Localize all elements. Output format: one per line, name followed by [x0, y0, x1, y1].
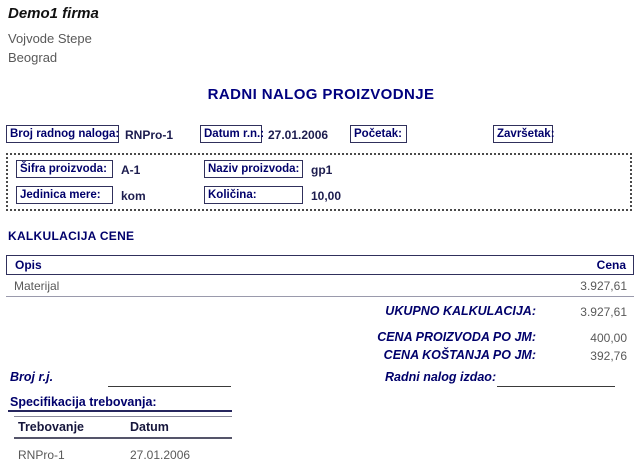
unit-of-measure-value: kom: [121, 189, 146, 203]
report-title: RADNI NALOG PROIZVODNJE: [207, 86, 435, 103]
requisition-table-top-rule: [14, 416, 232, 417]
requisition-number-cell: RNPro-1: [18, 448, 65, 462]
order-date-value: 27.01.2006: [268, 128, 329, 142]
quantity-label-box: Količina:: [204, 186, 303, 204]
product-code-value: A-1: [121, 163, 141, 177]
calculation-table-header: [6, 255, 634, 275]
total-calculation-label: UKUPNO KALKULACIJA:: [385, 304, 536, 318]
product-name-value: gp1: [311, 163, 333, 177]
row-description: Materijal: [14, 279, 60, 293]
requisition-spec-title: Specifikacija trebovanja:: [10, 395, 157, 409]
product-price-per-unit-value: 400,00: [590, 331, 627, 345]
order-number-label-box: Broj radnog naloga:: [6, 125, 119, 143]
product-price-per-unit-label: CENA PROIZVODA PO JM:: [377, 330, 536, 344]
requisition-table-header-rule: [14, 437, 232, 439]
quantity-value: 10,00: [311, 189, 342, 203]
column-header-price: Cena: [596, 258, 626, 272]
order-number-value: RNPro-1: [125, 128, 174, 142]
company-address: Vojvode Stepe: [8, 31, 92, 46]
requisition-date-cell: 27.01.2006: [130, 448, 191, 462]
start-label-box: Početak:: [350, 125, 407, 143]
order-date-label-box: Datum r.n.:: [200, 125, 262, 143]
issued-by-line: [497, 386, 615, 387]
cost-price-per-unit-value: 392,76: [590, 349, 627, 363]
unit-of-measure-label-box: Jedinica mere:: [16, 186, 113, 204]
table-row: [6, 277, 634, 297]
row-price: 3.927,61: [580, 279, 627, 293]
issued-by-label: Radni nalog izdao:: [385, 370, 497, 384]
product-name-label-box: Naziv proizvoda:: [204, 160, 303, 178]
work-unit-number-line: [108, 386, 231, 387]
total-calculation-value: 3.927,61: [580, 305, 627, 319]
requisition-column-header: Trebovanje: [18, 420, 84, 434]
cost-price-per-unit-label: CENA KOŠTANJA PO JM:: [383, 348, 536, 362]
product-info-box: [6, 153, 632, 211]
column-header-description: Opis: [15, 258, 42, 272]
work-unit-number-label: Broj r.j.: [10, 370, 54, 384]
requisition-spec-underline: [8, 410, 232, 412]
end-label-box: Završetak:: [493, 125, 553, 143]
company-name: Demo1 firma: [8, 5, 99, 22]
calculation-section-title: KALKULACIJA CENE: [8, 229, 135, 243]
company-city: Beograd: [8, 50, 58, 65]
date-column-header: Datum: [130, 420, 169, 434]
product-code-label-box: Šifra proizvoda:: [16, 160, 113, 178]
